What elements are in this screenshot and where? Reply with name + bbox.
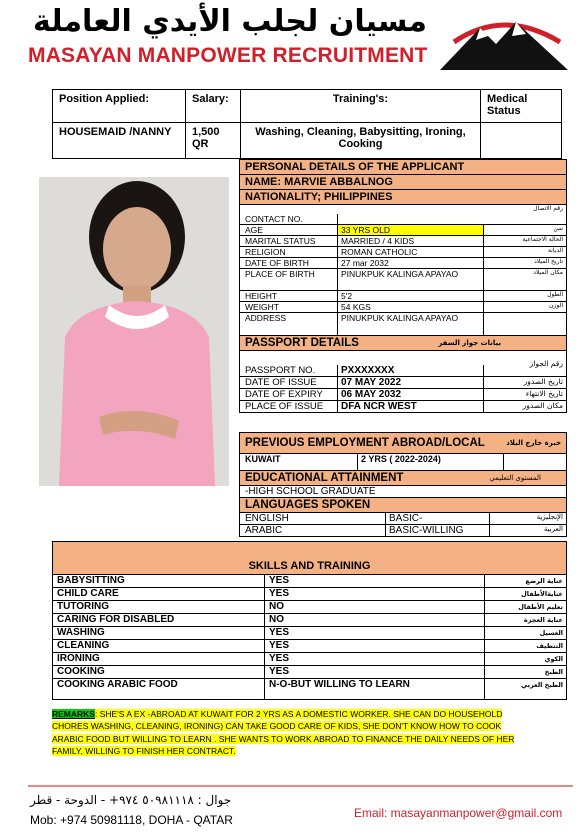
skill-row: COOKING ARABIC FOOD N-O-BUT WILLING TO LEARN الطبخ العربي [53, 679, 566, 699]
footer-mobile: Mob: +974 50981118, DOHA - QATAR [30, 813, 233, 827]
detail-row: ADDRESS PINUKPUK KALINGA APAYAO [240, 313, 566, 335]
position-table [52, 89, 562, 159]
personal-details-heading: PERSONAL DETAILS OF THE APPLICANT [240, 160, 566, 175]
detail-row: MARITAL STATUS MARRIED / 4 KIDS الحالة الاجتماعية [240, 236, 566, 247]
skill-row: WASHING YES الغسيل [53, 627, 566, 640]
detail-row: PLACE OF BIRTH PINUKPUK KALINGA APAYAO مكان الميلاد [240, 269, 566, 291]
skill-row: CLEANING YES التنظيف [53, 640, 566, 653]
education-section [239, 470, 567, 537]
passport-section [239, 335, 567, 413]
passport-row: DATE OF EXPIRY 06 MAY 2032 تاريخ الانتهاء [240, 389, 566, 401]
passport-row: PLACE OF ISSUE DFA NCR WEST مكان الصدور [240, 401, 566, 412]
remarks-label: REMARKS [52, 709, 95, 719]
salary-value: 1,500 QR [186, 123, 241, 159]
detail-row: HEIGHT 5'2 الطول [240, 291, 566, 302]
mountain-logo-icon [440, 6, 568, 70]
remarks-text: : SHE'S A EX -ABROAD AT KUWAIT FOR 2 YRS AS A DOMESTIC WORKER. SHE CAN DO HOUSEHOLD CHORES WASHING, CLEANING, IRONING) CAN TAKE GOOD CARE OF KIDS, SHE DON'T KNOW HOW TO COOK ARABIC FOOD BUT WILLING TO LEARN . SHE WANTS TO WORK ABROAD TO FINANCE THE DAILY NEEDS OF HER FAMILY, WILLING TO FINISH HER CONTRACT. [52, 709, 515, 757]
skill-row: CARING FOR DISABLED NO عناية العجزة [53, 614, 566, 627]
employment-section [239, 432, 567, 473]
position-header: Position Applied: [53, 90, 186, 123]
skill-row: BABYSITTING YES عناية الرضع [53, 575, 566, 588]
detail-row: CONTACT NO. رقم الاتصال [240, 205, 566, 225]
detail-row: RELIGION ROMAN CATHOLIC الديانة [240, 247, 566, 258]
applicant-nationality: NATIONALITY; PHILIPPINES [240, 190, 566, 205]
languages-heading: LANGUAGES SPOKEN [240, 498, 566, 513]
training-value: Washing, Cleaning, Babysitting, Ironing, Cooking [241, 123, 481, 159]
detail-row: DATE OF BIRTH 27 mar 2032 تاريخ الميلاد [240, 258, 566, 269]
skills-section [52, 541, 567, 700]
personal-details-section [239, 159, 567, 336]
applicant-photo [39, 177, 229, 486]
person-silhouette-icon [39, 177, 229, 486]
medical-header: Medical Status [481, 90, 562, 123]
footer-divider [28, 785, 573, 787]
skills-heading: SKILLS AND TRAINING [53, 542, 566, 575]
age-highlight: 33 YRS OLD [338, 225, 484, 235]
language-row: ENGLISH BASIC- الإنجليزية [240, 513, 566, 525]
company-title-arabic: مسيان لجلب الأيدي العاملة [33, 4, 427, 39]
applicant-name: NAME: MARVIE ABBALNOG [240, 175, 566, 190]
medical-value [481, 123, 562, 159]
detail-row: AGE 33 YRS OLD سن [240, 225, 566, 236]
position-value: HOUSEMAID /NANNY [53, 123, 186, 159]
skill-row: CHILD CARE YES عنايةالأطفال [53, 588, 566, 601]
education-heading: EDUCATIONAL ATTAINMENT المستوى التعليمي [240, 471, 566, 486]
skill-row: TUTORING NO تعليم الأطفال [53, 601, 566, 614]
company-title: MASAYAN MANPOWER RECRUITMENT [28, 44, 428, 67]
footer-email: Email: masayanmanpower@gmail.com [354, 806, 563, 820]
skill-row: IRONING YES الكوي [53, 653, 566, 666]
remarks-paragraph [52, 708, 522, 758]
passport-row: DATE OF ISSUE 07 MAY 2022 تاريخ الصدور [240, 377, 566, 389]
language-row: ARABIC BASIC-WILLING العربية [240, 525, 566, 536]
salary-header: Salary: [186, 90, 241, 123]
passport-heading: PASSPORT DETAILS بيانات جواز السفر [240, 336, 566, 351]
detail-row: WEIGHT 54 KGS الوزن [240, 302, 566, 313]
passport-row: PASSPORT NO. PXXXXXXX رقم الجواز [240, 351, 566, 377]
employment-heading: PREVIOUS EMPLOYMENT ABROAD/LOCAL خبرة خارج البلاد [240, 433, 566, 454]
footer-arabic-contact: جوال : ٥٠٩٨١١١٨ ٩٧٤+ - الدوحة - قطر [30, 793, 232, 807]
skill-row: COOKING YES الطبخ [53, 666, 566, 679]
training-header: Training's: [241, 90, 481, 123]
employment-row: KUWAIT 2 YRS ( 2022-2024) [240, 454, 566, 472]
education-value: -HIGH SCHOOL GRADUATE [240, 486, 566, 498]
